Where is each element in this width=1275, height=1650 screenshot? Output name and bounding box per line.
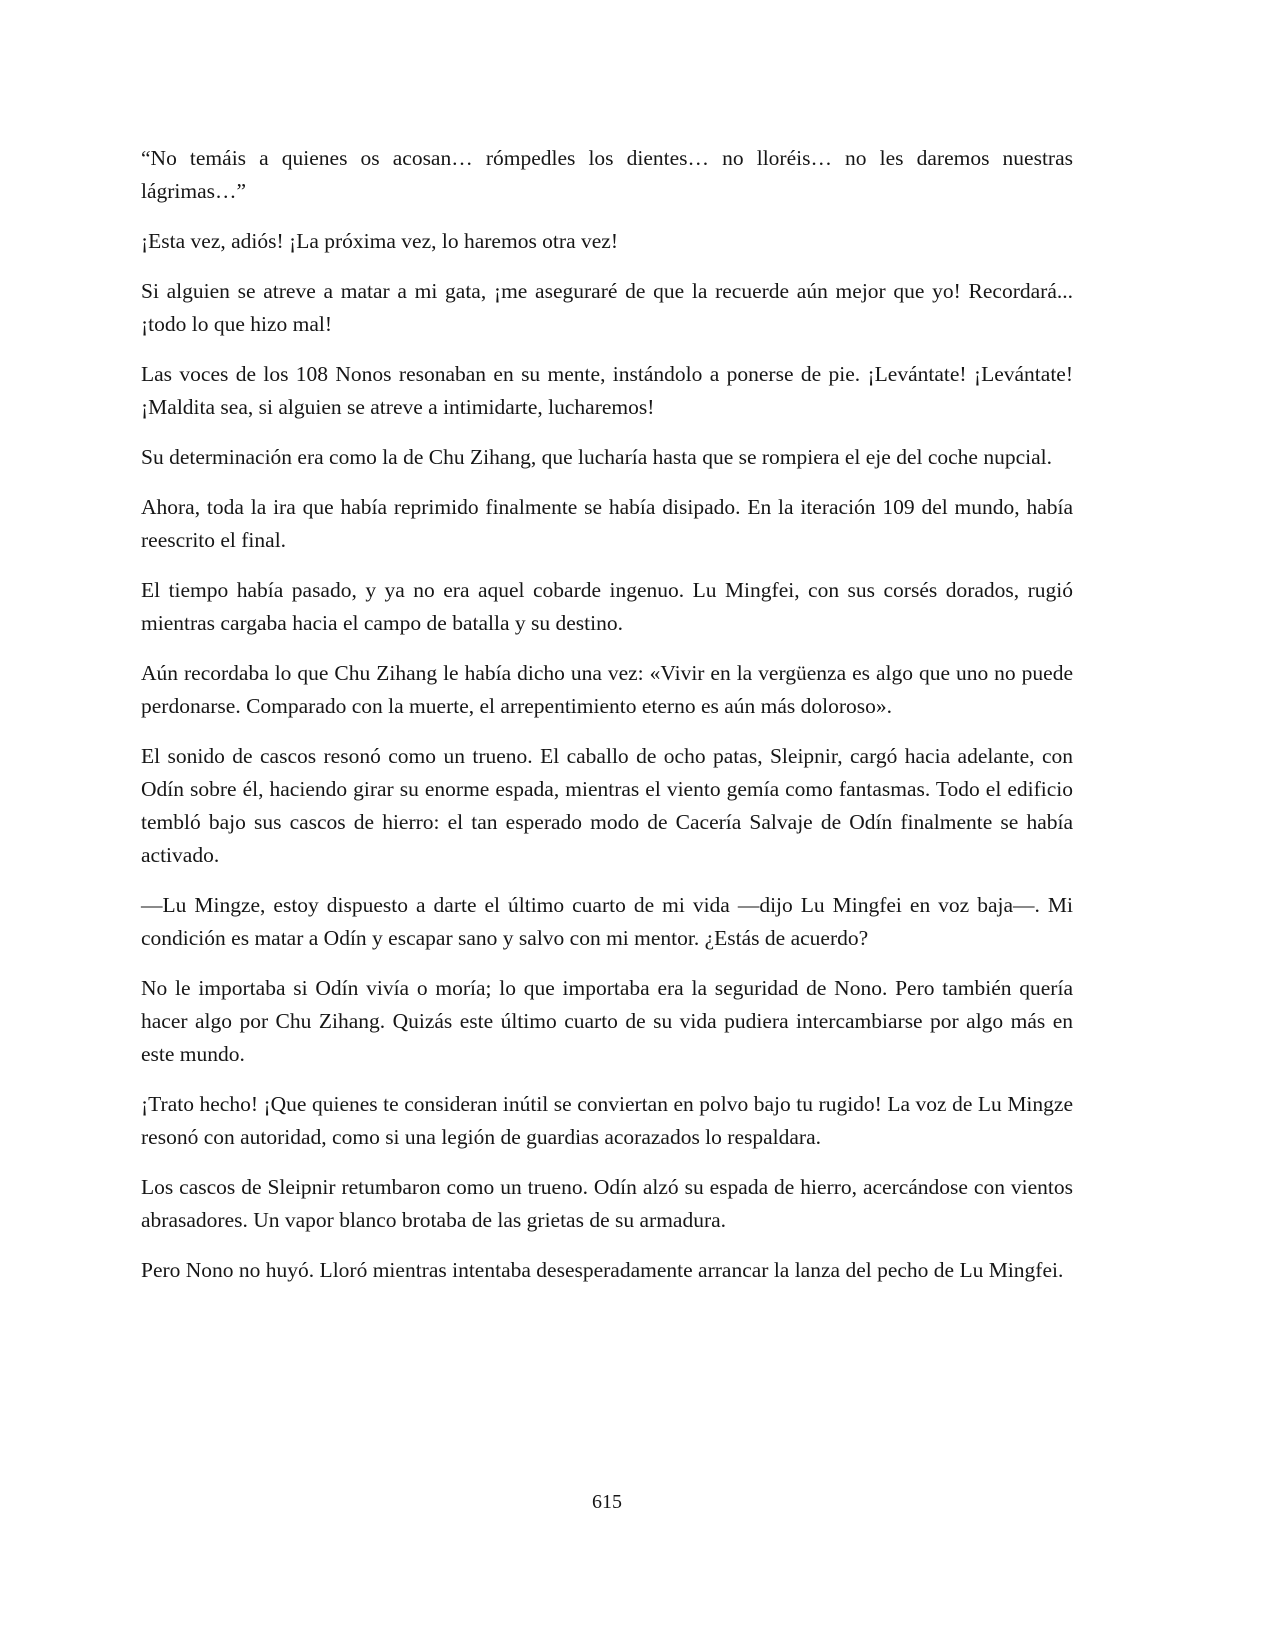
paragraph: Aún recordaba lo que Chu Zihang le había dicho una vez: «Vivir en la vergüenza es algo que uno no puede perdonarse. Comparado con la muerte, el arrepentimiento eterno es aún más doloroso». [141,661,1073,718]
paragraph: El sonido de cascos resonó como un trueno. El caballo de ocho patas, Sleipnir, cargó hacia adelante, con Odín sobre él, haciendo girar su enorme espada, mientras el viento gemía como fantasmas. Todo el edificio tembló bajo sus cascos de hierro: el tan esperado modo de Cacería Salvaje de Odín finalmente se había activado. [141,744,1073,867]
page-number: 615 [592,1491,622,1513]
paragraph: Su determinación era como la de Chu Zihang, que lucharía hasta que se rompiera el eje del coche nupcial. [141,445,1052,469]
paragraph: ¡Esta vez, adiós! ¡La próxima vez, lo haremos otra vez! [141,229,618,253]
paragraph: “No temáis a quienes os acosan… rómpedles los dientes… no lloréis… no les daremos nuestras lágrimas…” [141,146,1073,203]
paragraph: ¡Trato hecho! ¡Que quienes te consideran inútil se conviertan en polvo bajo tu rugido! La voz de Lu Mingze resonó con autoridad, como si una legión de guardias acorazados lo respaldara. [141,1092,1073,1149]
paragraph: Los cascos de Sleipnir retumbaron como un trueno. Odín alzó su espada de hierro, acercándose con vientos abrasadores. Un vapor blanco brotaba de las grietas de su armadura. [141,1175,1073,1232]
paragraph: No le importaba si Odín vivía o moría; lo que importaba era la seguridad de Nono. Pero también quería hacer algo por Chu Zihang. Quizás este último cuarto de su vida pudiera intercambiarse por algo más en este mundo. [141,976,1073,1066]
paragraph: Si alguien se atreve a matar a mi gata, ¡me aseguraré de que la recuerde aún mejor que yo! Recordará... ¡todo lo que hizo mal! [141,279,1073,336]
document-page-body [141,142,1073,1304]
paragraph: Las voces de los 108 Nonos resonaban en su mente, instándolo a ponerse de pie. ¡Levántate! ¡Levántate! ¡Maldita sea, si alguien se atreve a intimidarte, lucharemos! [141,362,1073,419]
paragraph: —Lu Mingze, estoy dispuesto a darte el último cuarto de mi vida —dijo Lu Mingfei en voz baja—. Mi condición es matar a Odín y escapar sano y salvo con mi mentor. ¿Estás de acuerdo? [141,893,1073,950]
paragraph: Ahora, toda la ira que había reprimido finalmente se había disipado. En la iteración 109 del mundo, había reescrito el final. [141,495,1073,552]
paragraph: Pero Nono no huyó. Lloró mientras intentaba desesperadamente arrancar la lanza del pecho de Lu Mingfei. [141,1258,1064,1282]
paragraph: El tiempo había pasado, y ya no era aquel cobarde ingenuo. Lu Mingfei, con sus corsés dorados, rugió mientras cargaba hacia el campo de batalla y su destino. [141,578,1073,635]
